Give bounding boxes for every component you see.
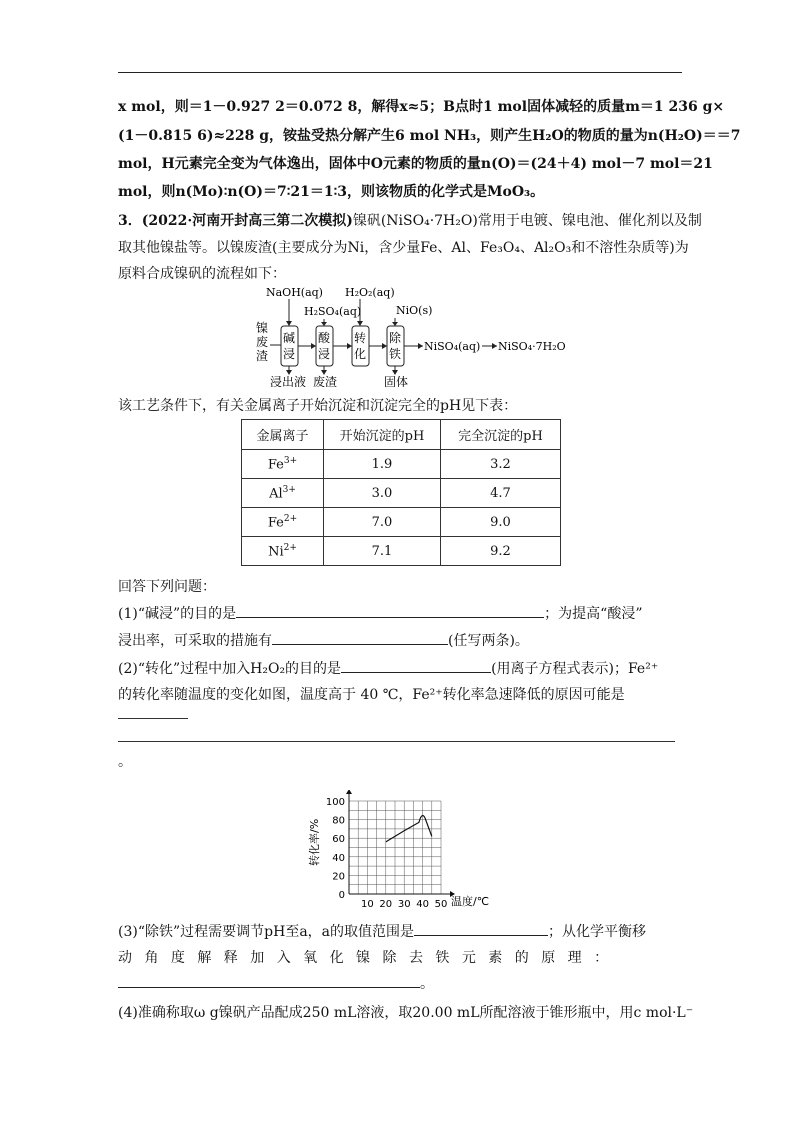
reagent-nio: NiO(s) [396,304,433,317]
solution-line-2: (1－0.815 6)≈228 g，铵盐受热分解产生6 mol NH₃，则产生H₂O的物质的量为n(H₂O)＝＝7 [118,128,741,144]
answer-blank[interactable] [118,973,420,988]
table-row [242,479,561,508]
ph-table [241,419,561,566]
output-leachate: 浸出液 [270,375,307,387]
step-3-b: 化 [354,347,367,361]
output-residue: 废渣 [313,375,338,387]
ion-cell: $Fe^{3+}$ [242,450,324,479]
part-1-line-2: 浸出率，可采取的措施有 (任写两条)。 [118,630,529,651]
x-axis-label: 温度/℃ [451,895,490,908]
ph-end-cell: 3.2 [441,450,561,479]
answer-blank[interactable] [414,921,548,936]
reagent-h2so4: H₂SO₄(aq) [304,305,362,318]
reagent-h2o2: H₂O₂(aq) [345,286,395,299]
solution-line-4: mol，则n(Mo)∶n(O)＝7∶21＝1∶3，则该物质的化学式是MoO₃。 [118,184,545,200]
flow-start-1: 镍 [256,321,269,335]
ph-end-cell: 9.0 [441,508,561,537]
part-3-line-3: 。 [118,973,434,994]
step-2-a: 酸 [318,331,331,345]
solution-line-1: x mol，则＝1－0.927 2＝0.072 8，解得x≈5；B点时1 mol固体减轻的质量m＝1 236 g× [118,99,725,115]
flow-start-2: 废 [256,335,269,349]
answer-blank[interactable] [341,658,491,673]
y-axis-label: 转化率/% [308,818,321,866]
x-tick-label: 50 [434,899,448,910]
ph-start-cell: 7.1 [324,537,441,566]
ion-cell: $Al^{3+}$ [242,479,324,508]
y-tick-label: 100 [325,797,345,808]
table-intro: 该工艺条件下，有关金属离子开始沉淀和沉淀完全的pH见下表： [118,398,518,414]
ion-cell: $Ni^{2+}$ [242,537,324,566]
product-crystal: NiSO₄·7H₂O [498,340,566,353]
ph-start-cell: 1.9 [324,450,441,479]
reagent-naoh: NaOH(aq) [266,286,323,299]
conversion-rate-chart [305,790,490,918]
ph-start-cell: 3.0 [324,479,441,508]
table-header-row [242,420,561,450]
table-header: 金属离子 [242,420,324,450]
table-row [242,537,561,566]
answer-blank-long[interactable] [118,741,675,742]
table-row [242,450,561,479]
product-solution: NiSO₄(aq) [424,340,481,353]
x-tick-label: 10 [361,899,374,910]
answer-blank[interactable] [236,603,544,618]
part-1-line-1: (1)“碱浸”的目的是 ；为提高“酸浸” [118,603,642,624]
part-2-line-1: (2)“转化”过程中加入H₂O₂的目的是 (用离子方程式表示)；Fe²⁺ [118,658,658,679]
x-tick-label: 20 [379,899,393,910]
process-flow-diagram [250,282,570,387]
table-header: 开始沉淀的pH [324,420,441,450]
ion-cell: $Fe^{2+}$ [242,508,324,537]
flow-start-3: 渣 [256,349,269,363]
answer-prompt: 回答下列问题： [118,579,216,595]
y-tick-label: 80 [332,815,345,827]
ph-start-cell: 7.0 [324,508,441,537]
answer-blank[interactable] [118,718,188,719]
part-2-line-2: 的转化率随温度的变化如图，温度高于 40 ℃，Fe²⁺转化率急速降低的原因可能是 [118,687,625,703]
step-1-b: 浸 [283,347,296,361]
question-3-line-2: 取其他镍盐等。以镍废渣(主要成分为Ni，含少量Fe、Al、Fe₃O₄、Al₂O₃和不溶性杂质等)为 [118,240,689,256]
chart-axes [346,790,455,897]
part-4-line-1: (4)准确称取ω g镍矾产品配成250 mL溶液，取20.00 mL所配溶液于锥形瓶中，用c mol·L⁻ [118,1005,694,1021]
part-3-line-2: 动 角 度 解 释 加 入 氧 化 镍 除 去 铁 元 素 的 原 理 ： [118,950,613,966]
question-3-line-3: 原料合成镍矾的流程如下： [118,266,286,282]
y-tick-label: 40 [332,852,345,864]
output-solid: 固体 [384,375,409,387]
question-3-intro: 镍矾(NiSO₄·7H₂O)常用于电镀、镍电池、催化剂以及制 [352,213,702,229]
chart-grid [349,801,441,894]
x-tick-label: 40 [416,899,429,910]
answer-blank[interactable] [272,630,448,645]
y-tick-label: 0 [338,890,345,901]
part-3-line-1: (3)“除铁”过程需要调节pH至a，a的取值范围是 ；从化学平衡移 [118,921,646,942]
part-2-end: 。 [118,754,132,770]
table-header: 完全沉淀的pH [441,420,561,450]
step-3-a: 转 [354,331,367,345]
question-3-line-1 [118,211,702,231]
y-axis-arrow [346,790,352,794]
header-rule [118,72,682,73]
step-1-a: 碱 [283,331,296,345]
step-4-a: 除 [389,331,402,345]
solution-line-3: mol，H元素完全变为气体逸出，固体中O元素的物质的量n(O)＝(24＋4) mol－7 mol＝21 [118,156,713,172]
table-row [242,508,561,537]
question-3-source: 3．(2022·河南开封高三第二次模拟) [118,213,353,229]
y-tick-label: 20 [332,871,345,883]
ph-end-cell: 9.2 [441,537,561,566]
step-4-b: 铁 [389,347,402,361]
step-2-b: 浸 [318,347,331,361]
ph-end-cell: 4.7 [441,479,561,508]
y-tick-label: 60 [332,834,345,846]
x-tick-label: 30 [397,899,411,910]
chart-ticks [326,797,447,910]
